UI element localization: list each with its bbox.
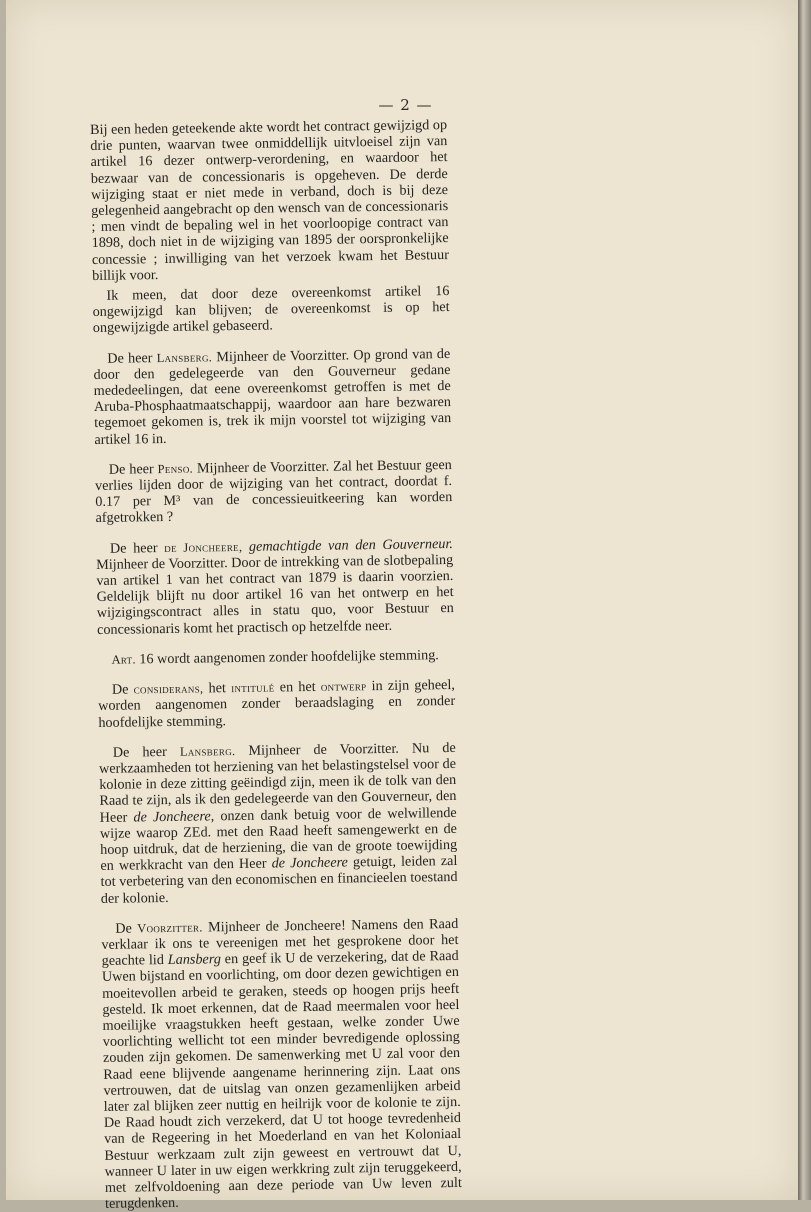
speaker-name: de Joncheere, <box>164 539 243 555</box>
paragraph-lansberg-withdraws <box>93 346 451 448</box>
paragraph-voorzitter-closing <box>101 916 462 1212</box>
text-segment: 16 wordt aangenomen zonder hoofdelijke stemming. <box>135 647 439 668</box>
speaker-name: Lansberg. <box>156 349 213 365</box>
speaker-name: Art. <box>111 652 136 667</box>
paragraph-contract-change <box>90 117 449 284</box>
text-segment: Mijnheer de Voorzitter. Door de intrekking van de slotbepaling van artikel 1 van het contract van 1879 is daarin voorzien. Geldelijk blijft nu door artikel 16 van het ontwerp en het wijzigingscontract alles in statu quo, voor Bestuur en concessionaris komt het practisch op hetzelfde neer. <box>96 551 454 638</box>
speaker-name: ontwerp <box>320 679 367 694</box>
text-segment: De heer <box>108 460 158 478</box>
text-segment: het <box>203 680 232 697</box>
body-text <box>90 117 462 1212</box>
paragraph-penso-question <box>95 457 453 527</box>
speaker-name: considerans, <box>133 681 204 697</box>
paragraph-article-16-unchanged <box>92 283 450 337</box>
text-segment: en het <box>274 678 321 696</box>
paragraph-ontwerp-adopted <box>98 677 456 731</box>
text-segment: onzen dank betuig voor de welwillende wijze waarop ZEd. met den Raad heeft samengewerkt en de hoop uitdruk, dat de herziening, die van de groote toewijding en werkkracht van den Heer <box>99 804 458 875</box>
page-number: — 2 — <box>378 96 433 114</box>
text-segment: De <box>115 920 138 937</box>
text-segment: Mijnheer de Voorzitter. Nu de werkzaamheden tot herziening van het belastingstelsel voor de kolonie in deze zitting geëindigd zijn, meen ik de tolk van den Raad te zijn, als ik den gedelegeerde van den Gouverneur, den Heer <box>98 739 457 826</box>
text-segment: in zijn geheel, worden aangenomen zonder beraadslaging en zonder hoofdelijke stemming. <box>98 677 456 731</box>
italic-text: de Joncheere <box>271 854 349 872</box>
text-segment: De <box>111 681 134 698</box>
text-segment: De heer <box>112 743 181 761</box>
speaker-name: Penso. <box>157 461 194 476</box>
text-segment: Ik meen, dat door deze overeenkomst artikel 16 ongewijzigd kan blijven; de overeenkomst is op het ongewijzigde artikel gebaseerd. <box>92 283 450 337</box>
text-segment: De heer <box>107 349 157 367</box>
speaker-name: Lansberg. <box>179 743 236 759</box>
italic-text: Lansberg <box>167 951 221 969</box>
italic-text: de Joncheere, <box>133 807 215 825</box>
speaker-name: Voorzitter. <box>137 920 203 936</box>
italic-text: gemachtigde van den Gouverneur. <box>248 535 454 555</box>
text-segment: Bij een heden geteekende akte wordt het contract gewijzigd op drie punten, waarvan twee onmiddellijk uitvloeisel zijn van artikel 16 dezer ontwerp-verordening, en waardoor het bezwaar van de concessionaris is opgeheven. De derde wijziging staat er niet mede in verband, doch is bij deze gelegenheid aangebracht op den wensch van de concessionaris ; men vindt de bepaling wel in het voorloopige contract van 1898, doch niet in de wijziging van 1895 der oorspronkelijke concessie ; inwilliging van het verzoek kwam het Bestuur billijk voor. <box>90 117 449 284</box>
page-edge-shadow <box>798 0 811 1200</box>
text-segment: getuigt, leiden zal tot verbetering van den economischen en financieelen toestand der kolonie. <box>100 853 458 907</box>
text-segment: Mijnheer de Joncheere! Namens den Raad verklaar ik ons te vereenigen met het gesprokene door het geachte lid <box>101 915 459 970</box>
speaker-name: intitulé <box>231 680 275 696</box>
text-segment: De heer <box>109 539 165 557</box>
text-segment: Mijnheer de Voorzitter. Zal het Bestuur geen verlies lijden door de wijziging van het contract, doordat f. 0.17 per M³ van de concessieuitkeering kan worden afgetrokken ? <box>94 456 453 527</box>
text-segment: Mijnheer de Voorzitter. Op grond van de door den gedelegeerde van den Gouverneur gedane mededeelingen, dat eene overeenkomst getroffen is met de Aruba-Phosphaatmaatschappij, waardoor aan hare bezwaren tegemoet gekomen is, trek ik mijn voorstel tot wijziging van artikel 16 in. <box>93 345 452 448</box>
paragraph-lansberg-thanks <box>99 740 458 907</box>
text-segment: en geef ik U de verzekering, dat de Raad Uwen bijstand en voorlichting, om door dezen gewichtigen en moeitevollen arbeid te geraken, steeds op hoogen prijs heeft gesteld. Ik moet erkennen, dat de Raad meermalen voor heel moeilijke vraagstukken heeft gestaan, welke zonder Uwe voorlichting wellicht tot een minder bevredigende oplossing zouden zijn gekomen. De samenwerking met U zal voor den Raad eene blijvende aangename herinnering zijn. Laat ons vertrouwen, dat de uitslag van onzen gezamenlijken arbeid later zal blijken zeer nuttig en heilrijk voor de kolonie te zijn. De Raad houdt zich verzekerd, dat U tot hooge tevredenheid van de Regeering in het Moederland en van het Koloniaal Bestuur werkzaam zult zijn geweest en vertrouwt dat U, wanneer U later in uw eigen werkkring zult zijn teruggekeerd, met zelfvoldoening aan deze periode van Uw leven zult terugdenken. <box>101 948 462 1212</box>
paragraph-joncheere-answer <box>96 536 454 638</box>
paragraph-article-16-adopted <box>97 647 454 668</box>
